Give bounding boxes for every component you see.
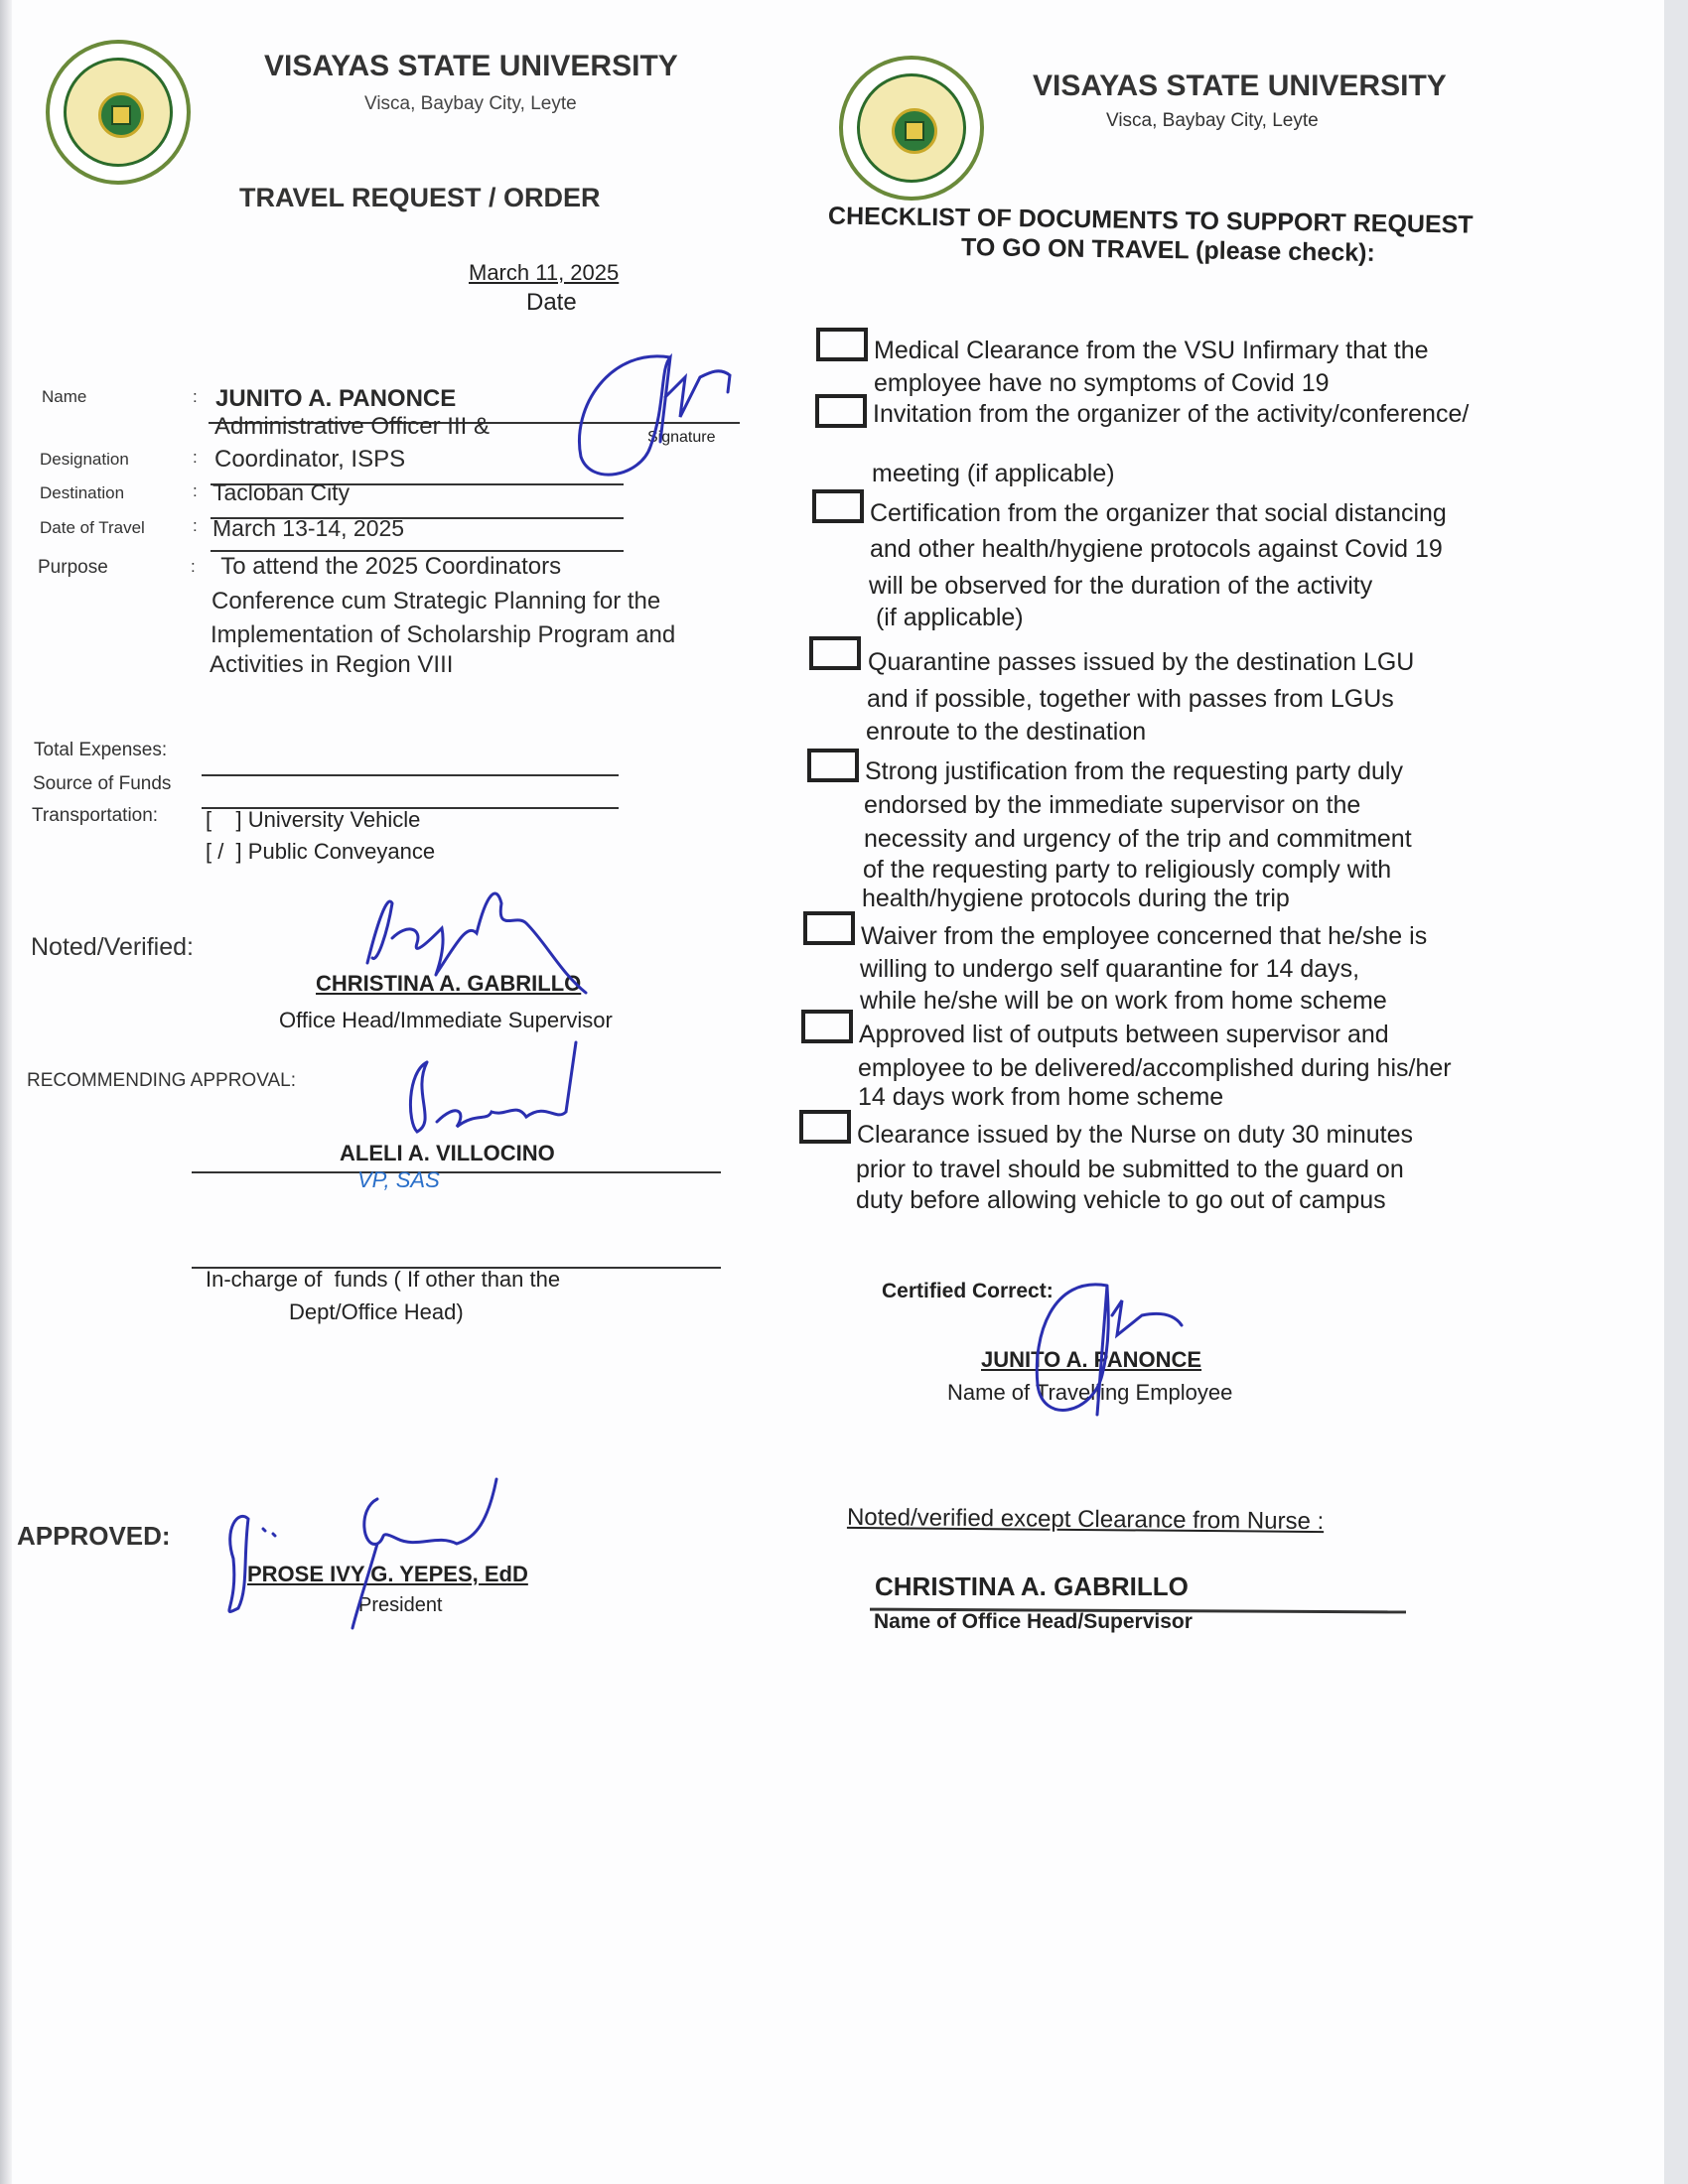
noted-except-label: Noted/verified except Clearance from Nurse : [846, 1503, 1325, 1536]
university-seal-logo [839, 56, 984, 201]
item-text-line: Invitation from the organizer of the activity/conference/ [873, 400, 1470, 428]
transport-option-public-conveyance[interactable]: [ / ] Public Conveyance [206, 839, 436, 864]
total-expenses-label: Total Expenses: [34, 740, 168, 760]
noted-title: Office Head/Immediate Supervisor [279, 1008, 613, 1032]
certified-correct-label: Certified Correct: [882, 1280, 1054, 1302]
supervisor-name: CHRISTINA A. GABRILLO [875, 1571, 1189, 1601]
date-of-travel-value: March 13-14, 2025 [212, 515, 405, 541]
item-text-line: employee to be delivered/accomplished during his/her [858, 1054, 1452, 1082]
item-text-line: endorsed by the immediate supervisor on the [864, 791, 1361, 819]
designation-label: Designation [40, 450, 129, 469]
item-text-line: will be observed for the duration of the activity [869, 572, 1373, 600]
item-text-line: prior to travel should be submitted to the guard on [856, 1156, 1404, 1183]
checkbox[interactable] [809, 636, 861, 670]
item-text-line: and other health/hygiene protocols against Covid 19 [870, 535, 1443, 563]
checkbox[interactable] [803, 911, 855, 945]
approved-signature [218, 1469, 516, 1638]
recommending-title-handwritten: VP, SAS [357, 1167, 440, 1192]
certified-signature [1013, 1276, 1192, 1425]
date-of-travel-label: Date of Travel [40, 518, 145, 537]
item-text-line: Medical Clearance from the VSU Infirmary that the [874, 337, 1429, 364]
requester-signature [571, 347, 750, 486]
transport-option-university-vehicle[interactable]: [ ] University Vehicle [206, 807, 421, 832]
supervisor-title: Name of Office Head/Supervisor [874, 1610, 1193, 1633]
item-text-line: Waiver from the employee concerned that he/she is [861, 922, 1428, 950]
item-text-line: health/hygiene protocols during the trip [862, 885, 1290, 912]
colon: : [193, 516, 198, 535]
checkbox[interactable] [801, 1010, 853, 1043]
purpose-line-3: Implementation of Scholarship Program and [211, 621, 676, 648]
item-text-line: Strong justification from the requesting party duly [865, 757, 1403, 785]
approved-title: President [358, 1594, 443, 1616]
date-of-travel-line [211, 550, 624, 552]
checkbox[interactable] [807, 749, 859, 782]
item-text-line: Certification from the organizer that social distancing [870, 499, 1447, 527]
item-text-line: enroute to the destination [866, 718, 1147, 746]
item-text-line: meeting (if applicable) [872, 460, 1115, 487]
checkbox[interactable] [799, 1110, 851, 1144]
certified-title: Name of Travelling Employee [947, 1380, 1233, 1405]
recommending-signature [397, 1032, 596, 1171]
recommending-line [192, 1171, 721, 1173]
signature-label: Signature [647, 429, 716, 446]
date-label: Date [526, 289, 577, 316]
approved-label: APPROVED: [17, 1521, 171, 1551]
purpose-label: Purpose [38, 557, 108, 578]
university-address: Visca, Baybay City, Leyte [1106, 110, 1319, 131]
colon: : [193, 448, 198, 467]
name-label: Name [42, 387, 87, 406]
purpose-line-4: Activities in Region VIII [210, 651, 454, 678]
checkbox[interactable] [815, 394, 867, 428]
item-text-line: employee have no symptoms of Covid 19 [874, 369, 1330, 397]
noted-signature [348, 884, 606, 1013]
designation-value-line2: Coordinator, ISPS [214, 446, 406, 473]
form-title: TRAVEL REQUEST / ORDER [239, 183, 601, 212]
source-of-funds-label: Source of Funds [33, 773, 172, 794]
item-text-line: 14 days work from home scheme [858, 1083, 1224, 1111]
item-text-line: (if applicable) [869, 604, 1024, 631]
recommending-name: ALELI A. VILLOCINO [340, 1141, 555, 1165]
scan-edge-right [1664, 0, 1688, 2184]
designation-value-line1: Administrative Officer III & [214, 413, 490, 440]
approved-name: PROSE IVY G. YEPES, EdD [247, 1562, 528, 1586]
item-text-line: Clearance issued by the Nurse on duty 30 minutes [857, 1121, 1414, 1149]
university-address: Visca, Baybay City, Leyte [364, 93, 577, 114]
funds-label-line1: In-charge of funds ( If other than the [206, 1267, 561, 1292]
university-name: VISAYAS STATE UNIVERSITY [1033, 69, 1447, 102]
funds-label-line2: Dept/Office Head) [289, 1299, 464, 1324]
transportation-label: Transportation: [32, 805, 159, 826]
item-text-line: necessity and urgency of the trip and commitment [864, 825, 1412, 853]
colon: : [193, 481, 198, 500]
checkbox[interactable] [816, 328, 868, 361]
scan-edge-left [0, 0, 12, 2184]
item-text-line: while he/she will be on work from home scheme [860, 987, 1387, 1015]
destination-label: Destination [40, 483, 125, 502]
checkbox[interactable] [812, 489, 864, 523]
noted-name: CHRISTINA A. GABRILLO [316, 971, 582, 996]
recommending-approval-label: RECOMMENDING APPROVAL: [27, 1070, 296, 1091]
purpose-line-1: To attend the 2025 Coordinators [214, 553, 562, 580]
total-expenses-line [202, 774, 619, 776]
item-text-line: and if possible, together with passes from LGUs [867, 685, 1394, 713]
noted-verified-label: Noted/Verified: [31, 933, 194, 961]
university-seal-logo [46, 40, 191, 185]
item-text-line: Quarantine passes issued by the destination LGU [868, 648, 1415, 676]
item-text-line: Approved list of outputs between supervisor and [859, 1021, 1389, 1048]
checklist-heading-line1: CHECKLIST OF DOCUMENTS TO SUPPORT REQUEST [827, 202, 1474, 239]
request-date: March 11, 2025 [469, 260, 620, 285]
checklist-heading-line2: TO GO ON TRAVEL (please check): [960, 233, 1375, 267]
colon: : [191, 557, 196, 576]
name-value: JUNITO A. PANONCE [215, 385, 457, 412]
colon: : [193, 387, 198, 406]
university-name: VISAYAS STATE UNIVERSITY [264, 50, 678, 82]
purpose-line-2: Conference cum Strategic Planning for the [211, 588, 661, 614]
item-text-line: of the requesting party to religiously comply with [863, 856, 1392, 884]
item-text-line: willing to undergo self quarantine for 14 days, [860, 955, 1360, 983]
destination-value: Tacloban City [212, 479, 351, 505]
item-text-line: duty before allowing vehicle to go out of campus [856, 1186, 1386, 1214]
certified-name: JUNITO A. PANONCE [981, 1347, 1202, 1372]
